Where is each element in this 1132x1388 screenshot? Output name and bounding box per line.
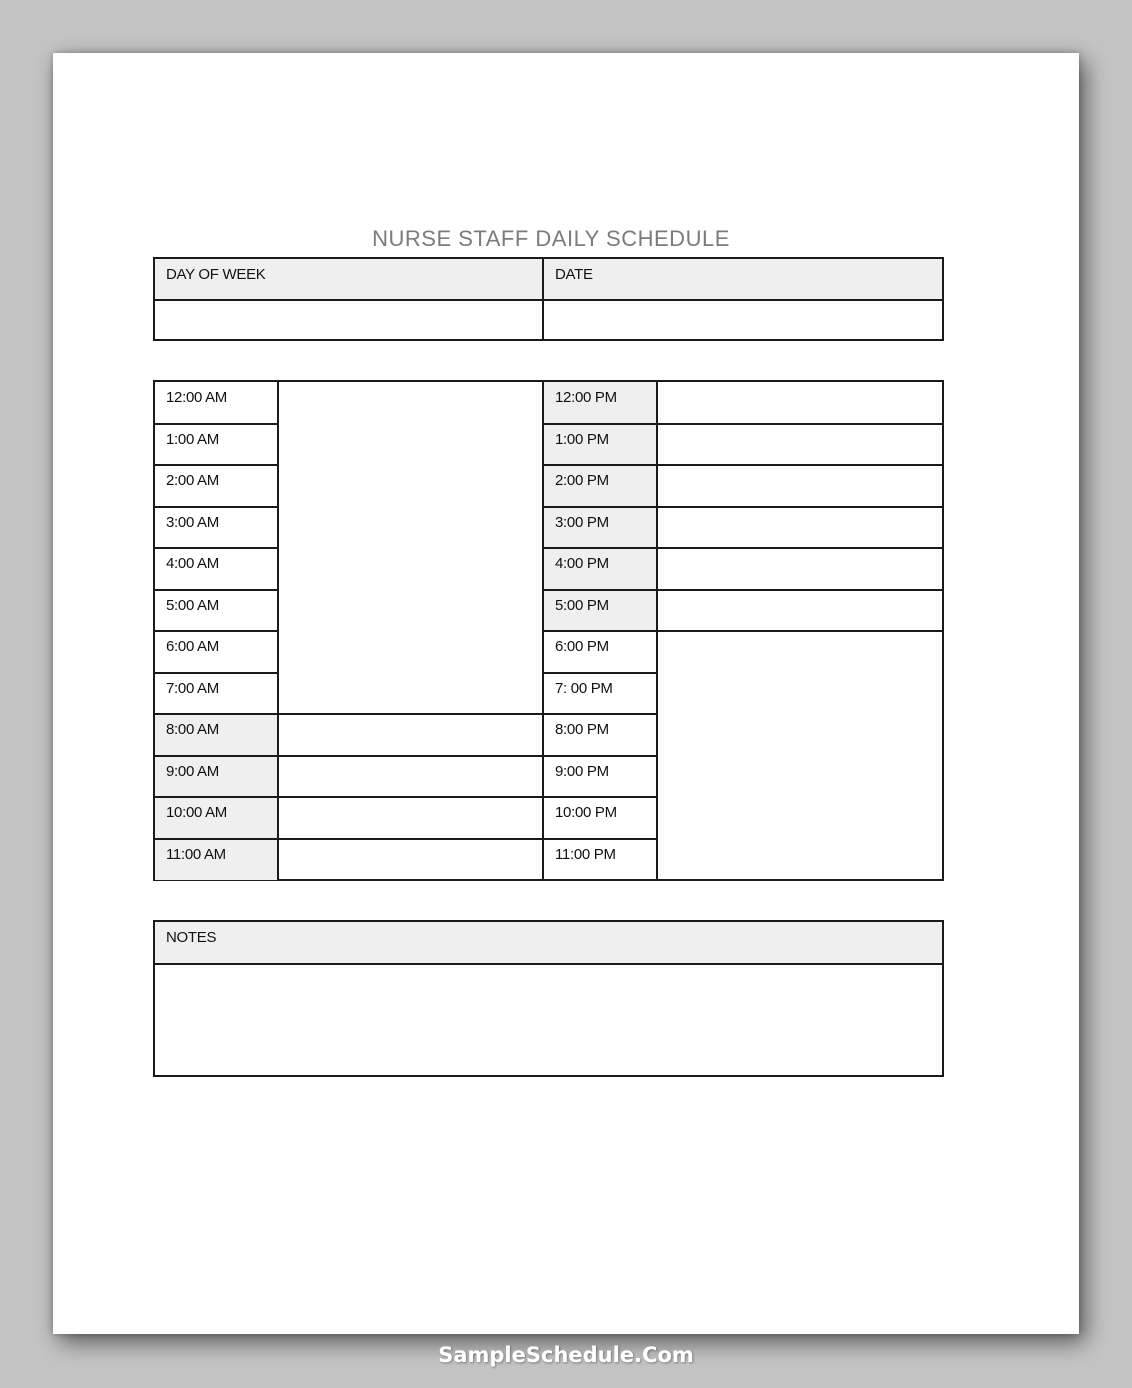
divider [542, 630, 656, 632]
notes-table [153, 920, 944, 1077]
divider [155, 464, 277, 466]
pm-time-label: 2:00 PM [544, 465, 656, 507]
divider [656, 423, 942, 425]
divider [542, 713, 656, 715]
day-of-week-field[interactable] [155, 301, 542, 339]
pm-time-label: 8:00 PM [555, 721, 609, 738]
divider [155, 423, 277, 425]
am-time-label: 2:00 AM [166, 472, 219, 489]
am-time-label: 11:00 AM [155, 839, 277, 880]
divider [155, 755, 277, 757]
divider [277, 713, 542, 715]
am-time-label: 4:00 AM [166, 555, 219, 572]
am-time-label: 3:00 AM [166, 514, 219, 531]
divider [155, 589, 277, 591]
am-entry-block[interactable] [279, 382, 542, 714]
divider [542, 755, 656, 757]
divider [542, 838, 656, 840]
pm-time-label: 6:00 PM [555, 638, 609, 655]
divider [277, 755, 542, 757]
divider [155, 299, 942, 301]
pm-time-label: 9:00 PM [555, 763, 609, 780]
date-label: DATE [544, 259, 942, 299]
pm-time-label: 1:00 PM [544, 424, 656, 465]
pm-entry-field[interactable] [658, 590, 942, 631]
notes-label: NOTES [155, 922, 942, 963]
pm-entry-field[interactable] [658, 507, 942, 548]
divider [155, 506, 277, 508]
pm-time-label: 12:00 PM [544, 382, 656, 424]
am-time-label: 5:00 AM [166, 597, 219, 614]
divider [277, 796, 542, 798]
divider [542, 796, 656, 798]
am-time-label: 7:00 AM [166, 680, 219, 697]
divider [155, 547, 277, 549]
divider [277, 838, 542, 840]
header-table [153, 257, 944, 341]
am-entry-field[interactable] [279, 714, 542, 756]
pm-entry-field[interactable] [658, 382, 942, 424]
divider [656, 547, 942, 549]
am-time-label: 12:00 AM [166, 389, 227, 406]
divider [542, 464, 656, 466]
divider [277, 382, 279, 879]
am-entry-field[interactable] [279, 756, 542, 797]
divider [542, 259, 544, 339]
divider [155, 630, 277, 632]
divider [542, 547, 656, 549]
date-field[interactable] [544, 301, 942, 339]
am-time-label: 10:00 AM [155, 797, 277, 839]
am-entry-field[interactable] [279, 797, 542, 839]
pm-entry-field[interactable] [658, 465, 942, 507]
am-time-label: 6:00 AM [166, 638, 219, 655]
divider [542, 589, 656, 591]
pm-entry-block[interactable] [658, 631, 942, 879]
divider [155, 796, 277, 798]
pm-time-label: 5:00 PM [544, 590, 656, 631]
notes-field[interactable] [155, 965, 942, 1075]
pm-time-label: 11:00 PM [555, 846, 616, 863]
divider [656, 506, 942, 508]
pm-time-label: 10:00 PM [555, 804, 617, 821]
divider [656, 589, 942, 591]
am-time-label: 8:00 AM [155, 714, 277, 756]
am-entry-field[interactable] [279, 839, 542, 880]
am-time-label: 1:00 AM [166, 431, 219, 448]
divider [155, 713, 277, 715]
divider [542, 423, 656, 425]
schedule-title: NURSE STAFF DAILY SCHEDULE [372, 226, 730, 251]
divider [656, 464, 942, 466]
pm-time-label: 3:00 PM [544, 507, 656, 548]
divider [542, 506, 656, 508]
divider [155, 838, 277, 840]
hourly-schedule-table [153, 380, 944, 881]
divider [155, 672, 277, 674]
pm-entry-field[interactable] [658, 424, 942, 465]
watermark-text: SampleSchedule.Com [438, 1343, 694, 1367]
am-time-label: 9:00 AM [155, 756, 277, 797]
divider [656, 630, 942, 632]
divider [542, 672, 656, 674]
pm-time-label: 7: 00 PM [555, 680, 613, 697]
day-of-week-label: DAY OF WEEK [155, 259, 542, 299]
pm-time-label: 4:00 PM [544, 548, 656, 590]
pm-entry-field[interactable] [658, 548, 942, 590]
